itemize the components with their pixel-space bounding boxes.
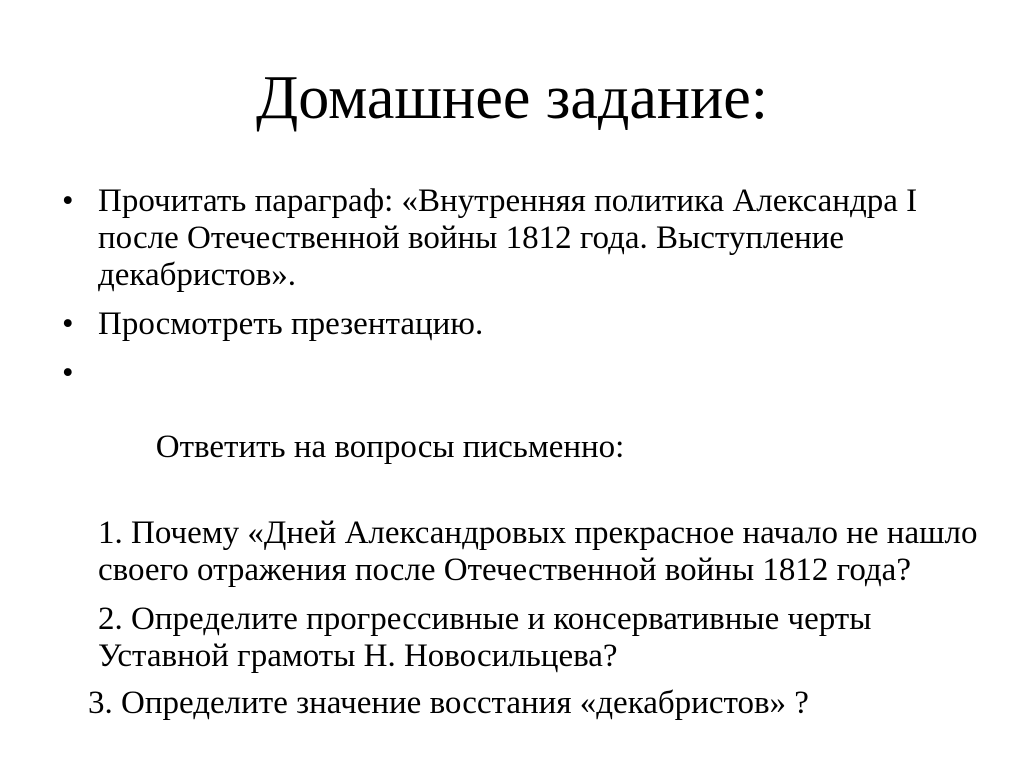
bullet-dot-icon (62, 306, 86, 343)
question-item (62, 515, 982, 589)
bullet-item (62, 355, 982, 503)
bullet-dot-icon (62, 355, 86, 392)
question-text: 2. Определите прогрессивные и консервативные черты Уставной грамоты Н. Новосильцева? (98, 601, 872, 674)
question-text: 1. Почему «Дней Александровых прекрасное начало не нашло своего отражения после Отечественной войны 1812 года? (98, 515, 978, 588)
bullet-text: Ответить на вопросы письменно: (147, 429, 625, 465)
slide-title: Домашнее задание: (255, 64, 769, 132)
question-item (62, 685, 982, 722)
question-item (62, 601, 982, 675)
bullet-text: Прочитать параграф: «Внутренняя политика Александра I после Отечественной войны 1812 года. Выступление декабристов». (98, 183, 918, 293)
bullet-list (62, 183, 982, 722)
question-text: 3. Определите значение восстания «декабристов» ? (88, 685, 809, 721)
bullet-text: Просмотреть презентацию. (98, 306, 484, 342)
bullet-dot-icon (62, 183, 86, 220)
bullet-item (62, 183, 982, 294)
bullet-item (62, 306, 982, 343)
